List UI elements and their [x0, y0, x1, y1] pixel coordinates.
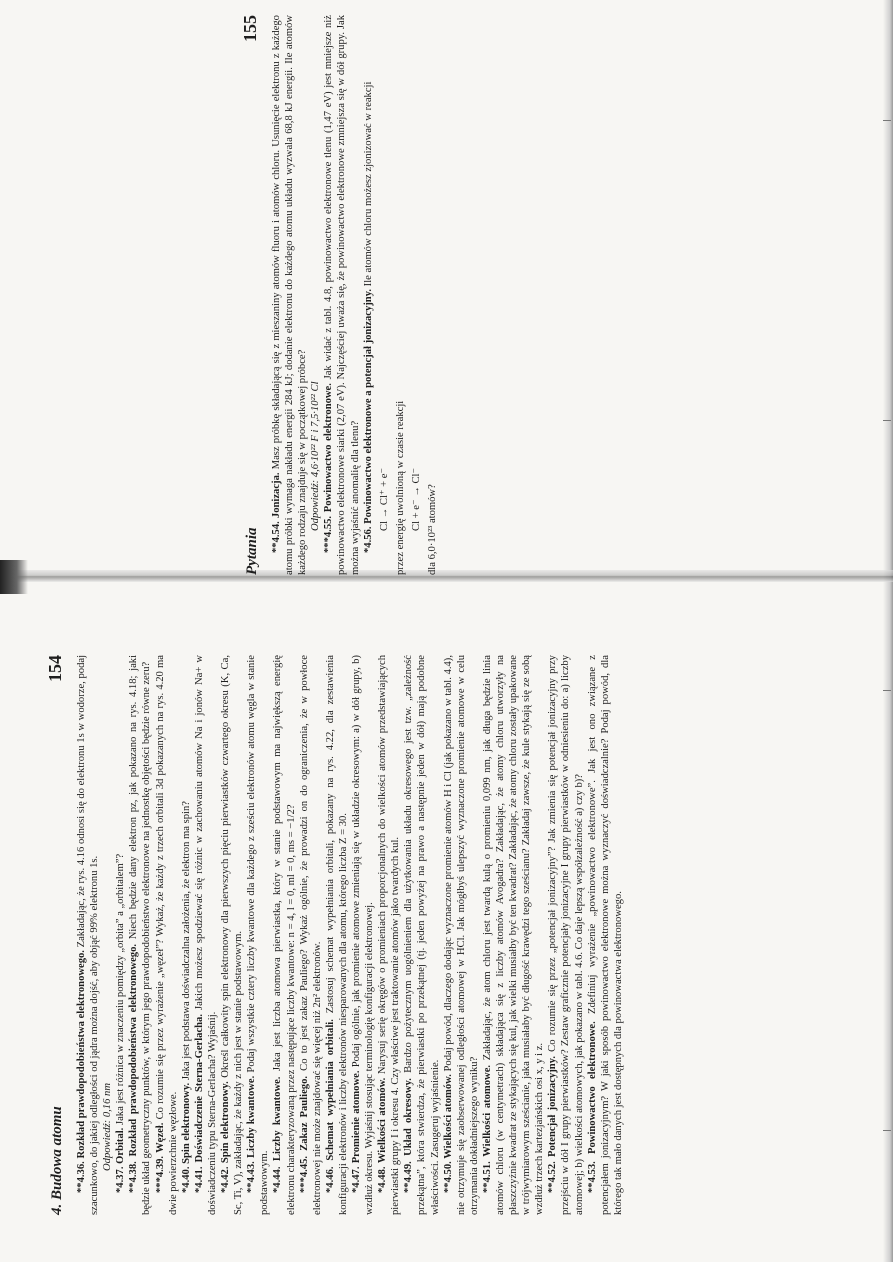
page-number: 154	[45, 655, 65, 682]
page-body	[270, 15, 439, 575]
text-line: dla 6,0·10²³ atomów?	[427, 484, 439, 575]
question-paragraph	[193, 655, 219, 1215]
question-title: **4.43. Liczby kwantowe.	[246, 1075, 258, 1193]
question-title: *4.56. Powinowactwo elektronowe a potencjał jonizacyjny.	[362, 288, 374, 553]
question-paragraph	[75, 655, 101, 1215]
question-title: **4.50. Wielkości atomów.	[442, 1074, 454, 1193]
question-title: ***4.55. Powinowactwo elektronowe.	[323, 383, 335, 553]
question-title: ***4.45. Zakaz Pauliego.	[298, 1075, 310, 1193]
question-text: Co rozumie się przez „potencjał jonizacyjny”? Jak zmienia się potencjał jonizacyjny przy przejściu w dół I grupy pierwiastków? Zestaw graficznie potencjały jonizacyjne I grupy pierwiastków w odniesieniu do: a) liczby atomowej; b) wielkości atomowych, jak pokazano w tabl. 4.6. Co daje lepszą współzależność a) czy b)?	[547, 655, 585, 1215]
question-paragraph	[324, 655, 350, 1215]
question-text: Jakich możesz spodziewać się różnic w zachowaniu atomów Na i jonów Na+ w doświadczeniu typu Sterna-Gerlacha? Wyjaśnij.	[193, 655, 218, 1215]
question-title: **4.36. Rozkład prawdopodobieństwa elektronowego.	[76, 950, 87, 1193]
question-title: ***4.39. Węzeł.	[154, 1122, 166, 1193]
question-text: Co rozumie się przez wyrażenie „węzeł”? Wykaż, że każdy z trzech orbitali 3d pokazanych na rys. 4.20 ma dwie powierzchnie węzłowe.	[154, 655, 179, 1215]
text-line: przez energię uwolnioną w czasie reakcji	[394, 400, 406, 575]
question-text: Jaka jest liczba atomowa pierwiastka, który w stanie podstawowym ma największą energię elektronu charakteryzowaną przez następujące liczby kwantowe: n = 4, l = 0, ml = 0, ms = −1/2?	[272, 655, 297, 1215]
question-text: Niech będzie dany elektron pz, jak pokazano na rys. 4.18; jaki będzie układ geometryczny punktów, w którym jego prawdopodobieństwo elektronowe na jednostkę objętości będzie równe zeru?	[128, 654, 153, 1215]
question-paragraph	[442, 655, 481, 1215]
question-text: Podaj powód, dlaczego dodając wyznaczone promienie atomów H i Cl (jak pokazano w tabl. 4.4), nie otrzymuje się zaobserwowanej odległości atomowej w HCl. Jak mógłbyś ulepszyć wyznaczone promienie atomowe w celu otrzymania dokładniejszego wyniku?	[442, 655, 480, 1215]
question-text: Masz próbkę składającą się z mieszaniny atomów fluoru i atomów chloru. Usunięcie elektronu z każdego atomu próbki wymaga nakładu energii 284 kJ; dodanie elektronu do każdego atomu układu wyzwala 68,8 kJ energii. Ile atomów każdego rodzaju znajduje się w początkowej próbce?	[271, 15, 309, 575]
page-number: 155	[240, 15, 260, 42]
question-paragraph	[546, 655, 585, 1215]
question-paragraph	[219, 655, 245, 1215]
question-paragraph	[402, 655, 441, 1215]
question-paragraph	[114, 655, 127, 1215]
page-155	[240, 15, 480, 575]
question-paragraph	[481, 655, 546, 1215]
binding-shadow	[0, 560, 28, 594]
question-paragraph	[180, 655, 193, 1215]
page-header	[45, 655, 75, 1215]
question-text: Jaka jest różnica w znaczeniu pomiędzy „orbita” a „orbitalem”?	[115, 853, 127, 1128]
page-body	[75, 655, 625, 1215]
question-title: *4.41. Doświadczenie Sterna-Gerlacha.	[193, 1013, 205, 1193]
question-text: Bardzo pożytecznym uogólnieniem dla użytkowania układu okresowego jest tzw. „zależność przekątna”, która stwierdza, że pierwiastki po przekątnej (tj. jeden powyżej na prawo a następnie jeden w dół) mają podobne właściwości. Zasugeruj wyjaśnienie.	[403, 655, 441, 1215]
question-paragraph	[376, 655, 402, 1215]
question-text: Jaka jest podstawa doświadczalna założenia, że elektron ma spin?	[180, 801, 192, 1083]
question-title: *4.37. Orbital.	[115, 1127, 127, 1193]
question-text: Określ całkowity spin elektronowy dla pierwszych pięciu pierwiastków czwartego okresu (K, Ca, Sc, Ti, V), zakładając, że każdy z nich jest w stanie podstawowym.	[220, 655, 245, 1215]
question-title: *4.40. Spin elektronowy.	[180, 1082, 192, 1193]
question-title: **4.38. Rozkład prawdopodobieństwa elektronowego.	[128, 943, 140, 1193]
question-text: Zastosuj schemat wypełniania orbitali, pokazany na rys. 4.22, dla zestawienia konfiguracji elektronów i liczby elektronów niesparowanych dla atomu, którego liczba Z = 30.	[324, 655, 349, 1215]
question-paragraph	[154, 655, 180, 1215]
answer-text: Odpowiedź: 0,16 nm	[102, 1083, 114, 1171]
question-text: Zdefiniuj wyrażenie „powinowactwo elektronowe”. Jak jest ono związane z potencjałem jonizacyjnym? W jaki sposób powinowactwo elektronowe można wyznaczyć doświadczalnie? Podaj powód, dla którego tak mało danych jest dostępnych dla powinowactwa elektronowego.	[586, 655, 624, 1215]
question-title: *4.47. Promienie atomowe.	[350, 1070, 362, 1193]
edge-mark	[883, 120, 891, 121]
section-title: 4. Budowa atomu	[49, 1106, 65, 1215]
question-title: *4.44. Liczby kwantowe.	[272, 1076, 284, 1193]
question-text: Narysuj serię okręgów o promieniach proporcjonalnych do wielkości atomów przedstawiających pierwiastki grupy I i okresu 4. Czy właściwe jest traktowanie atomów jako twardych kul.	[377, 655, 402, 1215]
question-title: **4.52. Potencjał jonizacyjny.	[547, 1056, 559, 1193]
question-text: Jak widać z tabl. 4.8, powinowactwo elektronowe tlenu (1,47 eV) jest mniejsze niż powinowactwo elektronowe siarki (2,07 eV). Najczęściej uważa się, że powinowactwo elektronowe zmniejsza się w dół grupy. Jak można wyjaśnić anomalię dla tlenu?	[323, 15, 361, 575]
answer-line	[309, 15, 322, 575]
answer-text: Odpowiedź: 4,6·10²² F i 7,5·10²² Cl	[310, 381, 322, 531]
question-paragraph	[322, 15, 361, 575]
question-paragraph	[362, 15, 375, 575]
reaction-formula: Cl + e⁻ → Cl⁻	[410, 467, 422, 531]
question-title: **4.54. Jonizacja.	[271, 472, 282, 553]
question-paragraph	[270, 15, 309, 575]
question-title: **4.49. Układ okresowy.	[403, 1078, 415, 1193]
question-text: Zakładając, że atom chloru jest twardą kulą o promieniu 0,099 nm, jak długa będzie linia atomów chloru (w centymetrach) składająca się z liczby atomów Avogadra? Zakładając, że atomy chloru utworzyły na płaszczyźnie kwadrat ze stykających się kul, jak wielki musiałby być ten kwadrat? Zakładając, że atomy chloru zostały upakowane w trójwymiarowym sześcianie, jaka musiałaby być długość krawędzi tego sześcianu? Zakładaj zawsze, że kule stykają się ze sobą wzdłuż trzech kartezjańskich osi x, y i z.	[481, 655, 546, 1215]
question-title: *4.46. Schemat wypełniania orbitali.	[324, 1019, 336, 1193]
question-paragraph	[350, 655, 376, 1215]
edge-mark	[883, 420, 891, 421]
question-paragraph	[271, 655, 297, 1215]
question-text: Podaj wszystkie cztery liczby kwantowe dla każdego z sześciu elektronów atomu węgla w stanie podstawowym.	[246, 655, 271, 1215]
question-text: Zakładając, że rys. 4.16 odnosi się do elektronu 1s w wodorze, podaj szacunkowo, do jakiej odległości od jądra można dojść, aby objąć 99% elektronu 1s.	[76, 654, 101, 1215]
question-text: Co to jest zakaz Pauliego? Wykaż ogólnie, że prowadzi on do ograniczenia, że w powłoce elektronowej nie może znajdować się więcej niż 2n² elektronów.	[298, 655, 323, 1215]
section-title: Pytania	[244, 527, 260, 575]
question-paragraph	[127, 655, 153, 1215]
answer-line	[101, 655, 114, 1215]
question-title: **4.51. Wielkości atomowe.	[481, 1064, 493, 1193]
question-text: Podaj ogólnie, jak promienie atomowe zmieniają się w układzie okresowym: a) w dół grupy, b) wzdłuż okresu. Wyjaśnij stosując terminologię konfiguracji elektronowej.	[350, 655, 376, 1215]
reaction-formula: Cl → Cl⁺ + e⁻	[378, 467, 390, 531]
question-paragraph	[245, 655, 271, 1215]
question-title: *4.48. Wielkości atomów.	[377, 1077, 389, 1193]
question-title: *4.42. Spin elektronowy.	[220, 1081, 232, 1193]
page-header	[240, 15, 270, 575]
question-title: **4.53. Powinowactwo elektronowe.	[586, 1021, 598, 1193]
question-text: Ile atomów chloru możesz zjonizować w reakcji	[362, 81, 374, 289]
question-paragraph	[586, 655, 625, 1215]
page-154	[45, 655, 893, 1215]
question-paragraph	[298, 655, 324, 1215]
